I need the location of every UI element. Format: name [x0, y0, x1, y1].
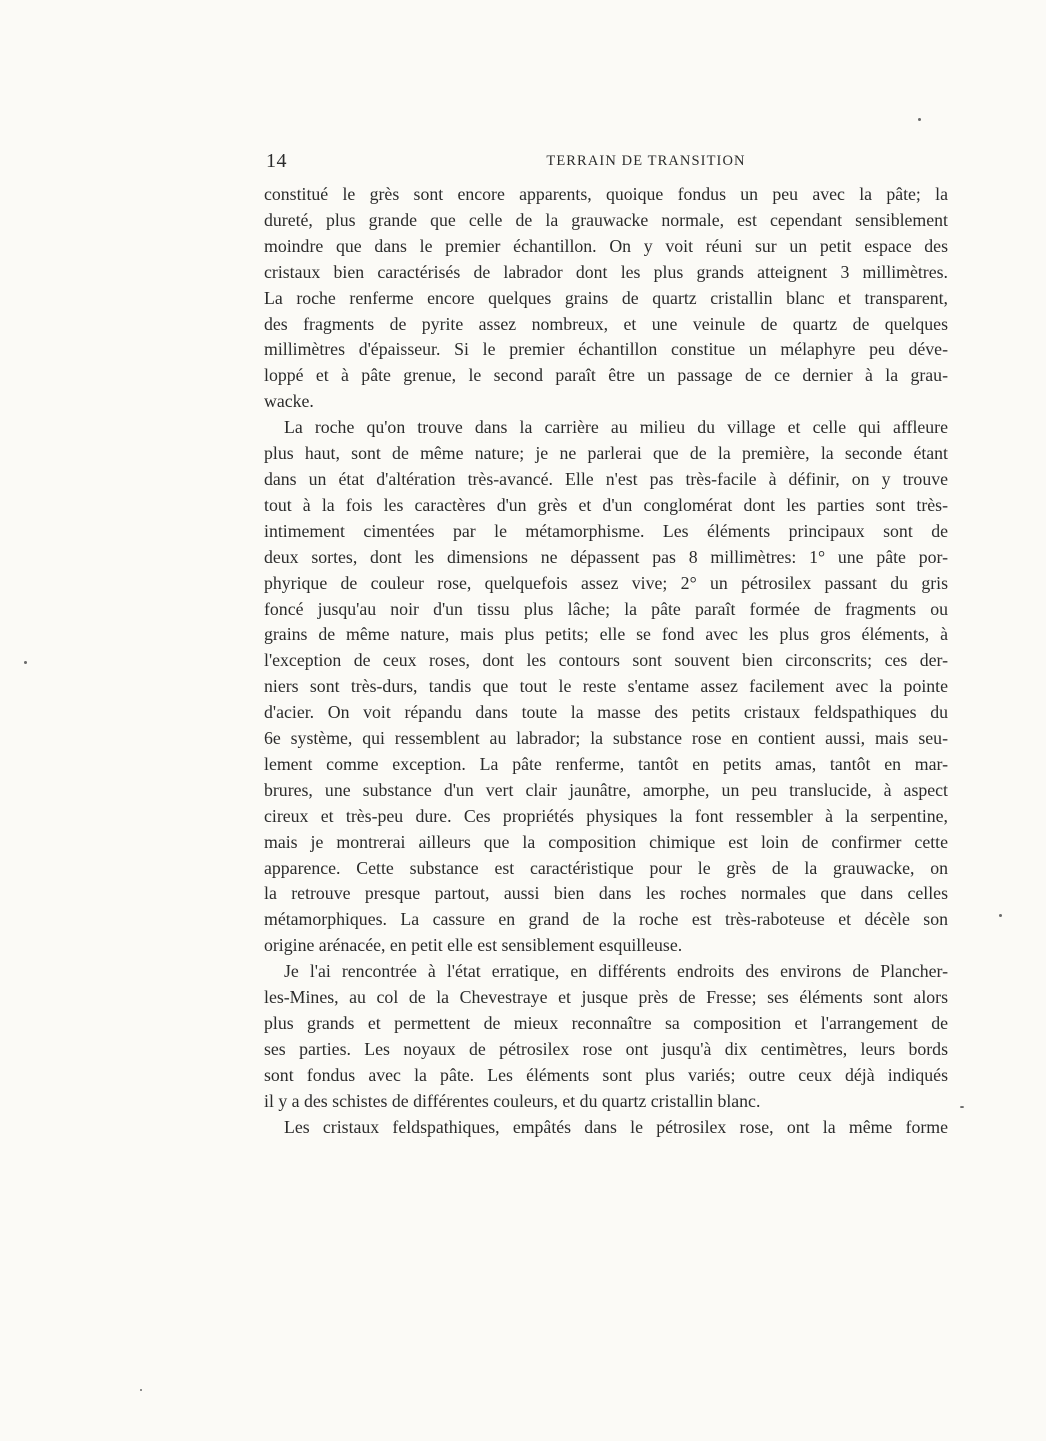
paper-speck	[999, 914, 1002, 917]
running-title: TERRAIN DE TRANSITION	[546, 153, 746, 169]
paper-speck	[24, 661, 27, 664]
text-line: foncé jusqu'au noir d'un tissu plus lâche; la pâte paraît formée de fragments ou	[264, 598, 948, 619]
text-line: deux sortes, dont les dimensions ne dépassent pas 8 millimètres: 1° une pâte por-	[264, 546, 948, 567]
text-line: cristaux bien caractérisés de labrador dont les plus grands atteignent 3 millimètres.	[264, 261, 948, 282]
text-line: mais je montrerai ailleurs que la composition chimique est loin de confirmer cette	[264, 831, 948, 852]
text-line: niers sont très-durs, tandis que tout le reste s'entame assez facilement avec la pointe	[264, 676, 948, 697]
text-line: Je l'ai rencontrée à l'état erratique, en différents endroits des environs de Plancher-	[284, 961, 948, 982]
text-line: intimement cimentées par le métamorphisme. Les éléments principaux sont de	[264, 520, 948, 541]
text-line: l'exception de ceux roses, dont les contours sont souvent bien circonscrits; ces der-	[264, 650, 948, 671]
page-number: 14	[266, 150, 287, 172]
text-line: dans un état d'altération très-avancé. Elle n'est pas très-facile à définir, on y trouve	[264, 468, 948, 489]
text-line: ses parties. Les noyaux de pétrosilex rose ont jusqu'à dix centimètres, leurs bords	[264, 1038, 948, 1059]
text-line: Les cristaux feldspathiques, empâtés dans le pétrosilex rose, ont la même forme	[284, 1116, 948, 1137]
text-line: La roche renferme encore quelques grains de quartz cristallin blanc et transparent,	[264, 287, 948, 308]
text-line: lement comme exception. La pâte renferme, tantôt en petits amas, tantôt en mar-	[264, 753, 948, 774]
text-line: loppé et à pâte grenue, le second paraît être un passage de ce dernier à la grau-	[264, 365, 948, 386]
text-line: d'acier. On voit répandu dans toute la masse des petits cristaux feldspathiques du	[264, 702, 948, 723]
text-line: plus haut, sont de même nature; je ne parlerai que de la première, la seconde étant	[264, 443, 948, 464]
text-line: moindre que dans le premier échantillon. On y voit réuni sur un petit espace des	[264, 235, 948, 256]
text-line: la retrouve presque partout, aussi bien dans les roches normales que dans celles	[264, 883, 948, 904]
text-line: phyrique de couleur rose, quelquefois assez vive; 2° un pétrosilex passant du gris	[264, 572, 948, 593]
text-line: constitué le grès sont encore apparents, quoique fondus un peu avec la pâte; la	[264, 184, 948, 204]
paper-speck	[960, 1106, 964, 1108]
text-line: sont fondus avec la pâte. Les éléments sont plus variés; outre ceux déjà indiqués	[264, 1064, 948, 1085]
text-line: grains de même nature, mais plus petits; elle se fond avec les plus gros éléments, à	[264, 624, 948, 645]
paragraph-4	[264, 1115, 948, 1141]
page-header	[264, 150, 948, 174]
text-line: les-Mines, au col de la Chevestraye et jusque près de Fresse; ses éléments sont alors	[264, 987, 948, 1008]
text-line: dureté, plus grande que celle de la grauwacke normale, est cependant sensiblement	[264, 209, 948, 230]
text-line: tout à la fois les caractères d'un grès et d'un conglomérat dont les parties sont très-	[264, 494, 948, 515]
text-line: 6e système, qui ressemblent au labrador; la substance rose en contient aussi, mais seu-	[264, 728, 948, 749]
text-line: wacke.	[264, 391, 314, 412]
text-line: métamorphiques. La cassure en grand de la roche est très-raboteuse et décèle son	[264, 909, 948, 930]
paragraph-3	[264, 959, 948, 1114]
text-line: il y a des schistes de différentes couleurs, et du quartz cristallin blanc.	[264, 1090, 761, 1111]
text-line: brures, une substance d'un vert clair jaunâtre, amorphe, un peu translucide, à aspect	[264, 779, 948, 800]
text-line: des fragments de pyrite assez nombreux, et une veinule de quartz de quelques	[264, 313, 948, 334]
text-line: apparence. Cette substance est caractéristique pour le grès de la grauwacke, on	[264, 857, 948, 878]
body-text	[264, 182, 948, 1141]
paper-speck	[918, 118, 921, 121]
text-line: cireux et très-peu dure. Ces propriétés physiques la font ressembler à la serpentine,	[264, 805, 948, 826]
paragraph-2	[264, 415, 948, 959]
text-line: millimètres d'épaisseur. Si le premier échantillon constitue un mélaphyre peu déve-	[264, 339, 948, 360]
paragraph-1	[264, 182, 948, 415]
text-line: origine arénacée, en petit elle est sensiblement esquilleuse.	[264, 935, 683, 956]
text-line: La roche qu'on trouve dans la carrière au milieu du village et celle qui affleure	[284, 417, 948, 438]
paper-speck	[140, 1389, 142, 1391]
text-line: plus grands et permettent de mieux reconnaître sa composition et l'arrangement de	[264, 1013, 948, 1033]
